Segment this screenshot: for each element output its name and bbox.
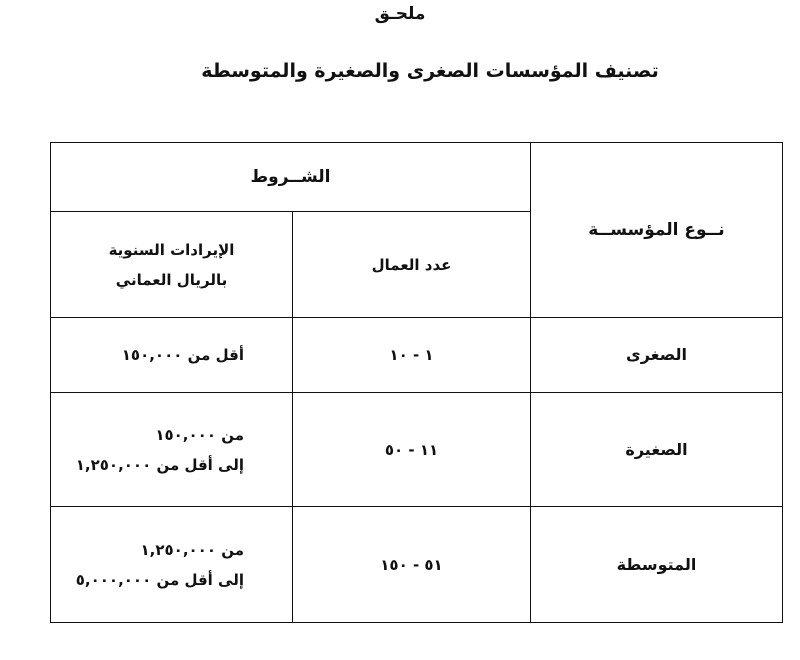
table-row <box>51 393 783 507</box>
revenue-line1: أقل من ١٥٠,٠٠٠ <box>121 346 244 364</box>
header-revenue-line2: بالريال العماني <box>115 270 228 289</box>
table-header-row <box>51 143 783 212</box>
header-annual-revenue <box>51 212 293 318</box>
workers-range-cell: ١ - ١٠ <box>293 318 531 393</box>
enterprise-type-cell: الصغيرة <box>531 393 783 507</box>
enterprise-type-cell: المتوسطة <box>531 507 783 623</box>
workers-range-cell: ١١ - ٥٠ <box>293 393 531 507</box>
page-title: تصنيف المؤسسات الصغرى والصغيرة والمتوسطة <box>201 60 659 82</box>
revenue-line1: من ١٥٠,٠٠٠ <box>155 425 244 444</box>
classification-table <box>50 142 783 623</box>
table-row <box>51 507 783 623</box>
revenue-range-cell <box>51 318 293 393</box>
revenue-line1: من ١,٢٥٠,٠٠٠ <box>140 540 244 559</box>
revenue-line2: إلى أقل من ٥,٠٠٠,٠٠٠ <box>75 570 244 589</box>
workers-range-cell: ٥١ - ١٥٠ <box>293 507 531 623</box>
header-revenue-line1: الإيرادات السنوية <box>108 240 235 259</box>
appendix-title: ملحـق <box>374 4 426 24</box>
header-enterprise-type: نــوع المؤسســة <box>531 143 783 318</box>
revenue-line2: إلى أقل من ١,٢٥٠,٠٠٠ <box>75 455 244 474</box>
header-conditions: الشــروط <box>51 143 531 212</box>
header-workers-count: عدد العمال <box>293 212 531 318</box>
revenue-range-cell <box>51 393 293 507</box>
revenue-range-cell <box>51 507 293 623</box>
table-row <box>51 318 783 393</box>
enterprise-type-cell: الصغرى <box>531 318 783 393</box>
